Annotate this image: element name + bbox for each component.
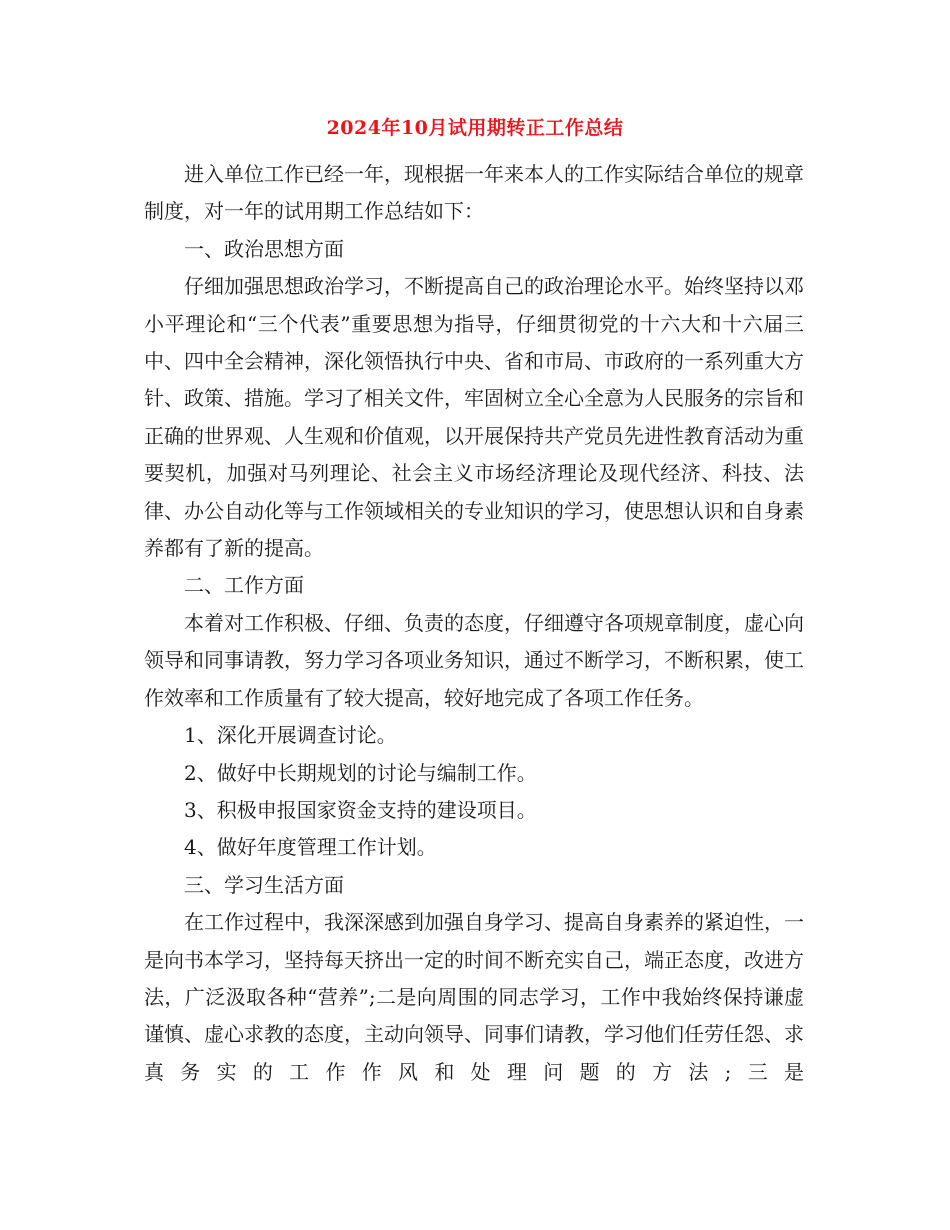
document-title: 2024年10月试用期转正工作总结 bbox=[326, 117, 624, 139]
study-paragraph: 在工作过程中，我深深感到加强自身学习、提高自身素养的紧迫性，一是向书本学习，坚持每天挤出一定的时间不断充实自己，端正态度，改进方法，广泛汲取各种“营养”;二是向周围的同志学习，工作中我始终保持谦虚谨慎、虚心求教的态度，主动向领导、同事们请教，学习他们任劳任怨、求真务实的工作作风和处理问题的方法;三是 bbox=[144, 910, 804, 1084]
work-paragraph: 本着对工作积极、仔细、负责的态度，仔细遵守各项规章制度，虚心向领导和同事请教，努力学习各项业务知识，通过不断学习，不断积累，使工作效率和工作质量有了较大提高，较好地完成了各项工作任务。 bbox=[144, 610, 804, 710]
section-heading-work: 二、工作方面 bbox=[184, 573, 304, 598]
political-paragraph: 仔细加强思想政治学习，不断提高自己的政治理论水平。始终坚持以邓小平理论和“三个代表”重要思想为指导，仔细贯彻党的十六大和十六届三中、四中全会精神，深化领悟执行中央、省和市局、市政府的一系列重大方针、政策、措施。学习了相关文件，牢固树立全心全意为人民服务的宗旨和正确的世界观、人生观和价值观，以开展保持共产党员先进性教育活动为重要契机，加强对马列理论、社会主义市场经济理论及现代经济、科技、法律、办公自动化等与工作领域相关的专业知识的学习，使思想认识和自身素养都有了新的提高。 bbox=[144, 274, 804, 561]
section-heading-political: 一、政治思想方面 bbox=[184, 236, 344, 261]
section-heading-study: 三、学习生活方面 bbox=[184, 872, 344, 897]
work-list-item: 2、做好中长期规划的讨论与编制工作。 bbox=[184, 760, 537, 785]
intro-paragraph: 进入单位工作已经一年，现根据一年来本人的工作实际结合单位的规章制度，对一年的试用期工作总结如下： bbox=[144, 162, 804, 224]
work-list-item: 4、做好年度管理工作计划。 bbox=[184, 835, 437, 860]
work-list-item: 1、深化开展调查讨论。 bbox=[184, 723, 397, 748]
work-list-item: 3、积极申报国家资金支持的建设项目。 bbox=[184, 797, 537, 822]
document-body bbox=[144, 156, 804, 1091]
